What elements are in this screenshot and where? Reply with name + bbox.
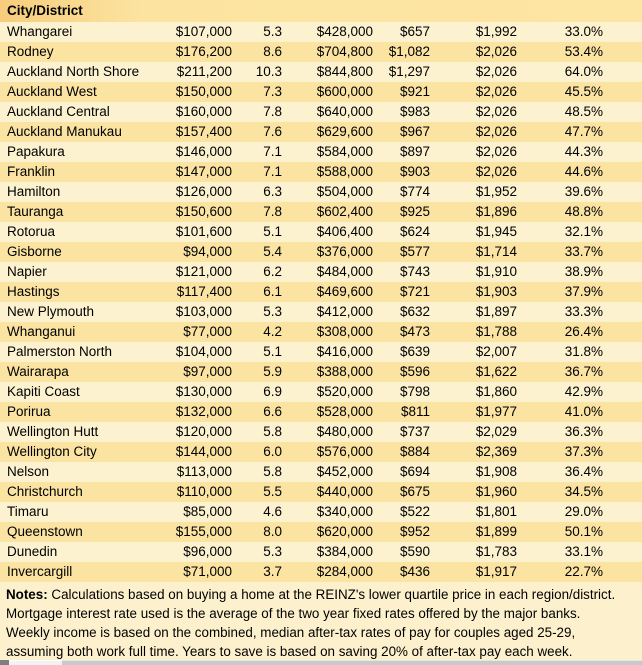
cell-empty: [607, 382, 642, 402]
cell-col6[interactable]: $2,026: [434, 142, 521, 162]
cell-col7[interactable]: 34.5%: [521, 482, 607, 502]
cell-col6[interactable]: $1,899: [434, 522, 521, 542]
scrollbar-corner[interactable]: [0, 660, 9, 665]
table-row: [0, 562, 642, 582]
cell-col4[interactable]: $388,000: [286, 362, 377, 382]
cell-empty: [607, 102, 642, 122]
cell-city[interactable]: Hamilton: [0, 182, 140, 202]
cell-col5[interactable]: $798: [377, 382, 434, 402]
cell-city[interactable]: Timaru: [0, 502, 140, 522]
cell-empty: [607, 462, 642, 482]
cell-col5[interactable]: $897: [377, 142, 434, 162]
cell-col4[interactable]: $704,800: [286, 42, 377, 62]
cell-col5[interactable]: $967: [377, 122, 434, 142]
cell-col3[interactable]: 7.1: [236, 162, 286, 182]
cell-col2[interactable]: $71,000: [140, 562, 236, 582]
cell-col6[interactable]: $2,026: [434, 122, 521, 142]
cell-col2[interactable]: $157,400: [140, 122, 236, 142]
table-row: [0, 502, 642, 522]
cell-col6[interactable]: $1,896: [434, 202, 521, 222]
cell-col3[interactable]: 5.3: [236, 22, 286, 42]
cell-col4[interactable]: $416,000: [286, 342, 377, 362]
cell-city[interactable]: Franklin: [0, 162, 140, 182]
cell-col6[interactable]: $1,977: [434, 402, 521, 422]
cell-col4[interactable]: $484,000: [286, 262, 377, 282]
cell-col5[interactable]: $774: [377, 182, 434, 202]
cell-col5[interactable]: $925: [377, 202, 434, 222]
cell-col5[interactable]: $737: [377, 422, 434, 442]
cell-col3[interactable]: 8.6: [236, 42, 286, 62]
cell-city[interactable]: Gisborne: [0, 242, 140, 262]
cell-col2[interactable]: $117,400: [140, 282, 236, 302]
cell-col7[interactable]: 44.6%: [521, 162, 607, 182]
cell-empty: [607, 42, 642, 62]
cell-col4[interactable]: $576,000: [286, 442, 377, 462]
cell-empty: [607, 142, 642, 162]
cell-col3[interactable]: 5.9: [236, 362, 286, 382]
cell-col5[interactable]: $1,082: [377, 42, 434, 62]
cell-col2[interactable]: $130,000: [140, 382, 236, 402]
cell-col2[interactable]: $113,000: [140, 462, 236, 482]
cell-col3[interactable]: 6.2: [236, 262, 286, 282]
cell-col7[interactable]: 37.9%: [521, 282, 607, 302]
cell-city[interactable]: Dunedin: [0, 542, 140, 562]
cell-col3[interactable]: 6.0: [236, 442, 286, 462]
cell-col4[interactable]: $412,000: [286, 302, 377, 322]
table-row: [0, 262, 642, 282]
cell-empty: [607, 542, 642, 562]
cell-col7[interactable]: 36.7%: [521, 362, 607, 382]
cell-col3[interactable]: 10.3: [236, 62, 286, 82]
cell-col3[interactable]: 5.4: [236, 242, 286, 262]
cell-empty: [607, 502, 642, 522]
table-row: [0, 82, 642, 102]
cell-col6[interactable]: $2,026: [434, 62, 521, 82]
cell-col6[interactable]: $1,801: [434, 502, 521, 522]
cell-empty: [607, 202, 642, 222]
cell-col5[interactable]: $675: [377, 482, 434, 502]
cell-col3[interactable]: 5.1: [236, 342, 286, 362]
cell-city[interactable]: Rodney: [0, 42, 140, 62]
cell-empty: [607, 482, 642, 502]
cell-col6[interactable]: $1,783: [434, 542, 521, 562]
cell-col2[interactable]: $103,000: [140, 302, 236, 322]
cell-col4[interactable]: $480,000: [286, 422, 377, 442]
cell-col5[interactable]: $1,297: [377, 62, 434, 82]
horizontal-scrollbar-track[interactable]: [62, 660, 642, 665]
header-cell-city-district[interactable]: City/District: [0, 0, 642, 22]
cell-col7[interactable]: 37.3%: [521, 442, 607, 462]
cell-city[interactable]: New Plymouth: [0, 302, 140, 322]
cell-city[interactable]: Queenstown: [0, 522, 140, 542]
cell-col7[interactable]: 33.0%: [521, 22, 607, 42]
cell-col2[interactable]: $150,600: [140, 202, 236, 222]
table-row: [0, 282, 642, 302]
cell-col5[interactable]: $436: [377, 562, 434, 582]
cell-col4[interactable]: $340,000: [286, 502, 377, 522]
cell-col7[interactable]: 33.7%: [521, 242, 607, 262]
cell-empty: [607, 342, 642, 362]
cell-col2[interactable]: $94,000: [140, 242, 236, 262]
cell-col7[interactable]: 45.5%: [521, 82, 607, 102]
table-row: [0, 482, 642, 502]
cell-col7[interactable]: 33.3%: [521, 302, 607, 322]
cell-col6[interactable]: $2,026: [434, 82, 521, 102]
table-row: [0, 302, 642, 322]
cell-col6[interactable]: $1,903: [434, 282, 521, 302]
cell-col4[interactable]: $452,000: [286, 462, 377, 482]
cell-col6[interactable]: $2,029: [434, 422, 521, 442]
cell-city[interactable]: Christchurch: [0, 482, 140, 502]
cell-col7[interactable]: 39.6%: [521, 182, 607, 202]
cell-col5[interactable]: $743: [377, 262, 434, 282]
cell-col6[interactable]: $2,026: [434, 102, 521, 122]
cell-col2[interactable]: $126,000: [140, 182, 236, 202]
cell-col5[interactable]: $694: [377, 462, 434, 482]
cell-empty: [607, 162, 642, 182]
cell-empty: [607, 402, 642, 422]
cell-col2[interactable]: $176,200: [140, 42, 236, 62]
cell-col2[interactable]: $211,200: [140, 62, 236, 82]
cell-col7[interactable]: 53.4%: [521, 42, 607, 62]
cell-col6[interactable]: $1,714: [434, 242, 521, 262]
cell-empty: [607, 22, 642, 42]
cell-col5[interactable]: $952: [377, 522, 434, 542]
cell-city[interactable]: Auckland Manukau: [0, 122, 140, 142]
cell-col4[interactable]: $406,400: [286, 222, 377, 242]
cell-col7[interactable]: 48.8%: [521, 202, 607, 222]
cell-col4[interactable]: $428,000: [286, 22, 377, 42]
cell-col7[interactable]: 44.3%: [521, 142, 607, 162]
cell-col6[interactable]: $1,917: [434, 562, 521, 582]
cell-col7[interactable]: 41.0%: [521, 402, 607, 422]
cell-col3[interactable]: 6.1: [236, 282, 286, 302]
cell-empty: [607, 282, 642, 302]
cell-col3[interactable]: 7.8: [236, 202, 286, 222]
table-row: [0, 102, 642, 122]
cell-col5[interactable]: $657: [377, 22, 434, 42]
cell-city[interactable]: Auckland West: [0, 82, 140, 102]
cell-col5[interactable]: $577: [377, 242, 434, 262]
cell-col4[interactable]: $640,000: [286, 102, 377, 122]
cell-col4[interactable]: $440,000: [286, 482, 377, 502]
cell-col2[interactable]: $85,000: [140, 502, 236, 522]
cell-col2[interactable]: $110,000: [140, 482, 236, 502]
cell-empty: [607, 442, 642, 462]
cell-col5[interactable]: $590: [377, 542, 434, 562]
cell-col7[interactable]: 26.4%: [521, 322, 607, 342]
cell-col6[interactable]: $1,897: [434, 302, 521, 322]
cell-col4[interactable]: $384,000: [286, 542, 377, 562]
table-row: [0, 462, 642, 482]
table-row: [0, 342, 642, 362]
cell-col4[interactable]: $620,000: [286, 522, 377, 542]
cell-col5[interactable]: $596: [377, 362, 434, 382]
table-row: [0, 22, 642, 42]
cell-col2[interactable]: $97,000: [140, 362, 236, 382]
cell-col4[interactable]: $469,600: [286, 282, 377, 302]
cell-col3[interactable]: 4.2: [236, 322, 286, 342]
cell-col2[interactable]: $155,000: [140, 522, 236, 542]
cell-col3[interactable]: 6.6: [236, 402, 286, 422]
cell-col3[interactable]: 5.1: [236, 222, 286, 242]
cell-city[interactable]: Whangarei: [0, 22, 140, 42]
table-row: [0, 202, 642, 222]
cell-col4[interactable]: $844,800: [286, 62, 377, 82]
cell-col2[interactable]: $160,000: [140, 102, 236, 122]
cell-col7[interactable]: 48.5%: [521, 102, 607, 122]
table-row: [0, 402, 642, 422]
cell-empty: [607, 422, 642, 442]
cell-city[interactable]: Auckland Central: [0, 102, 140, 122]
cell-col5[interactable]: $721: [377, 282, 434, 302]
cell-col4[interactable]: $520,000: [286, 382, 377, 402]
cell-col3[interactable]: 4.6: [236, 502, 286, 522]
cell-col4[interactable]: $376,000: [286, 242, 377, 262]
table-row: [0, 322, 642, 342]
cell-col7[interactable]: 42.9%: [521, 382, 607, 402]
cell-city[interactable]: Palmerston North: [0, 342, 140, 362]
cell-col2[interactable]: $107,000: [140, 22, 236, 42]
cell-empty: [607, 182, 642, 202]
cell-col6[interactable]: $1,992: [434, 22, 521, 42]
cell-col5[interactable]: $983: [377, 102, 434, 122]
cell-col7[interactable]: 47.7%: [521, 122, 607, 142]
cell-col2[interactable]: $144,000: [140, 442, 236, 462]
cell-col2[interactable]: $146,000: [140, 142, 236, 162]
cell-city[interactable]: Wellington Hutt: [0, 422, 140, 442]
table-row: [0, 182, 642, 202]
cell-empty: [607, 362, 642, 382]
cell-empty: [607, 322, 642, 342]
note-line: Weekly income is based on the combined, median after-tax rates of pay for couples aged 25-29,: [6, 625, 576, 640]
cell-col2[interactable]: $96,000: [140, 542, 236, 562]
cell-col5[interactable]: $624: [377, 222, 434, 242]
cell-col4[interactable]: $584,000: [286, 142, 377, 162]
cell-col3[interactable]: 7.8: [236, 102, 286, 122]
cell-col7[interactable]: 36.3%: [521, 422, 607, 442]
cell-col6[interactable]: $1,945: [434, 222, 521, 242]
cell-city[interactable]: Tauranga: [0, 202, 140, 222]
cell-col3[interactable]: 7.3: [236, 82, 286, 102]
cell-col6[interactable]: $2,369: [434, 442, 521, 462]
cell-col7[interactable]: 33.1%: [521, 542, 607, 562]
cell-col3[interactable]: 7.6: [236, 122, 286, 142]
cell-col7[interactable]: 50.1%: [521, 522, 607, 542]
cell-col2[interactable]: $101,600: [140, 222, 236, 242]
cell-col3[interactable]: 5.8: [236, 422, 286, 442]
cell-city[interactable]: Wairarapa: [0, 362, 140, 382]
cell-col3[interactable]: 3.7: [236, 562, 286, 582]
cell-city[interactable]: Porirua: [0, 402, 140, 422]
notes: [0, 582, 642, 660]
cell-col7[interactable]: 22.7%: [521, 562, 607, 582]
cell-city[interactable]: Whanganui: [0, 322, 140, 342]
cell-empty: [607, 222, 642, 242]
notes-label: Notes:: [6, 587, 48, 602]
cell-col3[interactable]: 5.8: [236, 462, 286, 482]
note-line: assuming both work full time. Years to save is based on saving 20% of after-tax pay each week.: [6, 644, 573, 659]
cell-city[interactable]: Invercargill: [0, 562, 140, 582]
cell-city[interactable]: Papakura: [0, 142, 140, 162]
cell-col6[interactable]: $2,007: [434, 342, 521, 362]
table-row: [0, 542, 642, 562]
table-body: [0, 22, 642, 582]
cell-col7[interactable]: 29.0%: [521, 502, 607, 522]
table-row: [0, 422, 642, 442]
note-line: Mortgage interest rate used is the average of the two year fixed rates offered by the major banks.: [6, 606, 581, 621]
cell-col7[interactable]: 64.0%: [521, 62, 607, 82]
cell-city[interactable]: Kapiti Coast: [0, 382, 140, 402]
table-row: [0, 362, 642, 382]
cell-col7[interactable]: 36.4%: [521, 462, 607, 482]
cell-col6[interactable]: $2,026: [434, 42, 521, 62]
cell-empty: [607, 62, 642, 82]
table-row: [0, 142, 642, 162]
cell-empty: [607, 302, 642, 322]
cell-col3[interactable]: 6.3: [236, 182, 286, 202]
cell-empty: [607, 242, 642, 262]
cell-col2[interactable]: $77,000: [140, 322, 236, 342]
cell-col2[interactable]: $147,000: [140, 162, 236, 182]
cell-col6[interactable]: $1,860: [434, 382, 521, 402]
table-row: [0, 122, 642, 142]
note-line: [6, 585, 642, 604]
scrollbar-gap: [9, 660, 62, 665]
cell-col4[interactable]: $602,400: [286, 202, 377, 222]
table-row: [0, 222, 642, 242]
cell-col2[interactable]: $132,000: [140, 402, 236, 422]
cell-col6[interactable]: $1,788: [434, 322, 521, 342]
cell-col2[interactable]: $104,000: [140, 342, 236, 362]
cell-col6[interactable]: $2,026: [434, 162, 521, 182]
cell-col6[interactable]: $1,910: [434, 262, 521, 282]
cell-col3[interactable]: 6.9: [236, 382, 286, 402]
cell-col7[interactable]: 31.8%: [521, 342, 607, 362]
table-row: [0, 242, 642, 262]
cell-city[interactable]: Hastings: [0, 282, 140, 302]
cell-col5[interactable]: $639: [377, 342, 434, 362]
cell-col5[interactable]: $473: [377, 322, 434, 342]
cell-col4[interactable]: $504,000: [286, 182, 377, 202]
cell-col4[interactable]: $588,000: [286, 162, 377, 182]
header-row: [0, 0, 642, 22]
cell-col6[interactable]: $1,908: [434, 462, 521, 482]
cell-col4[interactable]: $528,000: [286, 402, 377, 422]
cell-col5[interactable]: $921: [377, 82, 434, 102]
cell-col4[interactable]: $600,000: [286, 82, 377, 102]
cell-empty: [607, 522, 642, 542]
cell-empty: [607, 562, 642, 582]
cell-col6[interactable]: $1,960: [434, 482, 521, 502]
cell-col5[interactable]: $632: [377, 302, 434, 322]
cell-empty: [607, 262, 642, 282]
cell-col7[interactable]: 32.1%: [521, 222, 607, 242]
cell-col4[interactable]: $629,600: [286, 122, 377, 142]
table-row: [0, 522, 642, 542]
bottom-scrollbar-area: [0, 660, 642, 665]
table-row: [0, 62, 642, 82]
cell-col4[interactable]: $308,000: [286, 322, 377, 342]
note-text: Calculations based on buying a home at the REINZ's lower quartile price in each region/district.: [47, 587, 616, 602]
cell-col2[interactable]: $121,000: [140, 262, 236, 282]
table-row: [0, 42, 642, 62]
table-row: [0, 162, 642, 182]
cell-city[interactable]: Napier: [0, 262, 140, 282]
cell-city[interactable]: Rotorua: [0, 222, 140, 242]
cell-col3[interactable]: 5.5: [236, 482, 286, 502]
cell-col5[interactable]: $903: [377, 162, 434, 182]
cell-empty: [607, 82, 642, 102]
cell-col5[interactable]: $811: [377, 402, 434, 422]
cell-col6[interactable]: $1,952: [434, 182, 521, 202]
cell-col2[interactable]: $150,000: [140, 82, 236, 102]
cell-col5[interactable]: $884: [377, 442, 434, 462]
cell-city[interactable]: Nelson: [0, 462, 140, 482]
cell-col3[interactable]: 5.3: [236, 302, 286, 322]
cell-empty: [607, 122, 642, 142]
cell-col3[interactable]: 8.0: [236, 522, 286, 542]
cell-city[interactable]: Wellington City: [0, 442, 140, 462]
table-row: [0, 442, 642, 462]
cell-col5[interactable]: $522: [377, 502, 434, 522]
cell-city[interactable]: Auckland North Shore: [0, 62, 140, 82]
cell-col4[interactable]: $284,000: [286, 562, 377, 582]
cell-col6[interactable]: $1,622: [434, 362, 521, 382]
cell-col7[interactable]: 38.9%: [521, 262, 607, 282]
cell-col3[interactable]: 7.1: [236, 142, 286, 162]
cell-col2[interactable]: $120,000: [140, 422, 236, 442]
cell-col3[interactable]: 5.3: [236, 542, 286, 562]
table-row: [0, 382, 642, 402]
